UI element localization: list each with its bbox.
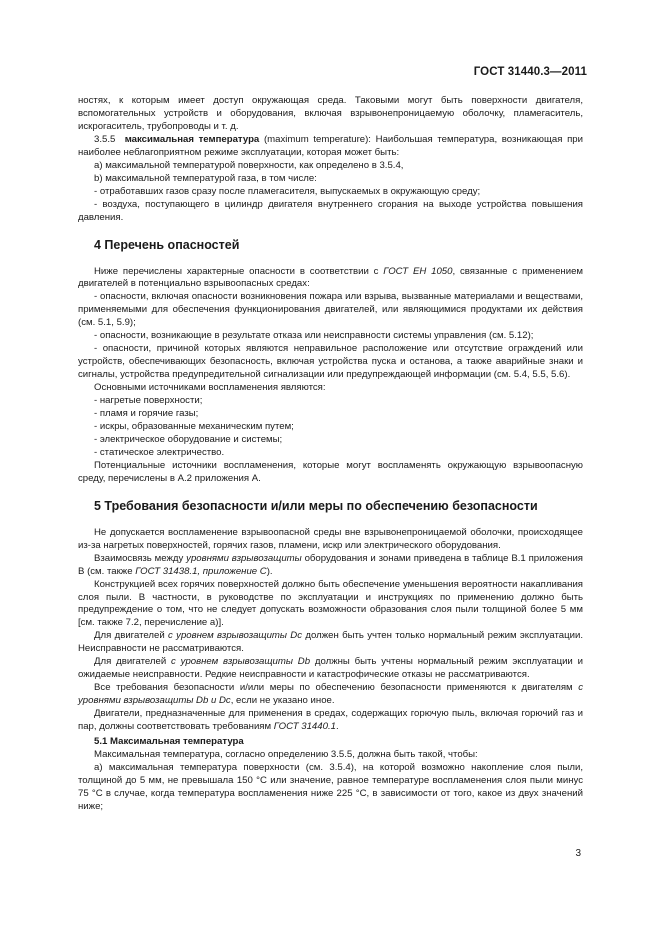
section-5-paragraph: Не допускается воспламенение взрывоопасной среды вне взрывонепроницаемой оболочки, происходящее из-за нагретых поверхностей, горячих газов, пламени, искр или электрического оборудования.	[78, 526, 583, 551]
definition-text: (maximum temperature): Наибольшая температура, возникающая при наиболее неблагоприятном режиме эксплуатации, которая может быть:	[78, 133, 583, 158]
reference-gost-31440-1: ГОСТ 31440.1	[273, 721, 336, 733]
page-content	[78, 95, 583, 814]
ignition-source-item: - статическое электричество.	[94, 446, 225, 458]
definition-item-b: b) максимальной температурой газа, в том числе:	[94, 172, 317, 184]
ignition-sources-intro: Основными источниками воспламенения являются:	[94, 382, 326, 394]
ignition-source-item: - искры, образованные механическим путем;	[94, 420, 294, 432]
ignition-source-item: - электрическое оборудование и системы;	[94, 433, 283, 445]
potential-sources-paragraph: Потенциальные источники воспламенения, которые могут воспламенять окружающую взрывоопасную среду, перечислены в А.2 приложения А.	[78, 459, 583, 484]
hazard-item: - опасности, включая опасности возникновения пожара или взрыва, вызванные материалами и веществами, применяемыми для обеспечения функционирования двигателей, или являющимися продуктами их действия (см. 5.1, 5.9);	[78, 291, 583, 329]
section-5-paragraph: Двигатели, предназначенные для применения в средах, содержащих горючую пыль, включая горючий газ и пар, должны соответствовать требованиям ГОСТ 31440.1.	[78, 708, 583, 733]
definition-number: 3.5.5	[94, 133, 116, 145]
definition-term: максимальная температура	[124, 133, 260, 145]
definition-dash-2: - воздуха, поступающего в цилиндр двигателя внутреннего сгорания на выходе устройства повышения давления.	[78, 198, 583, 223]
reference-gost-31438-1: ГОСТ 31438.1, приложение С	[135, 565, 267, 577]
continuation-paragraph: ностях, к которым имеет доступ окружающая среда. Таковыми могут быть поверхности двигателя, вспомогательных устройств и оборудования, включая взрывонепроницаемую оболочку, пламегаситель, искрогаситель, трубопроводы и т. д.	[78, 95, 583, 132]
section-5-paragraph: Все требования безопасности и/или меры по обеспечению безопасности применяются к двигателям с уровнями взрывозащиты Db и Dc, если не указано иное.	[78, 682, 583, 707]
section-5-paragraph: Конструкцией всех горячих поверхностей должно быть обеспечение уменьшения вероятности накапливания слоя пыли. В частности, в руководстве по эксплуатации и инструкциях по применению должно быть предупреждение о том, что не следует допускать возможности образования слоя пыли толщиной более 5 мм [см. также 7.2, перечисление а)].	[78, 578, 583, 629]
section-4-intro: Ниже перечислены характерные опасности в соответствии с ГОСТ ЕН 1050, связанные с применением двигателей в потенциально взрывоопасных средах:	[78, 265, 584, 290]
page-number: 3	[575, 848, 581, 859]
reference-gost-en-1050: ГОСТ ЕН 1050	[383, 265, 453, 277]
definition-item-a: a) максимальной температурой поверхности, как определено в 3.5.4,	[94, 159, 404, 171]
definition-3-5-5	[78, 134, 583, 160]
subsection-5-1-paragraph: Максимальная температура, согласно определению 3.5.5, должна быть такой, чтобы:	[94, 748, 478, 760]
subsection-5-1-title: 5.1 Максимальная температура	[94, 735, 244, 747]
section-5-paragraph: Для двигателей с уровнем взрывозащиты Dc должен быть учтен только нормальный режим эксплуатации. Неисправности не рассматриваются.	[78, 630, 584, 655]
section-5-paragraph: Взаимосвязь между уровнями взрывозащиты оборудования и зонами приведена в таблице В.1 приложения В (см. также ГОСТ 31438.1, приложение С).	[78, 552, 583, 577]
section-4-title: 4 Перечень опасностей	[94, 237, 240, 252]
ignition-source-item: - пламя и горячие газы;	[94, 408, 199, 420]
hazard-item: - опасности, причиной которых являются неправильное расположение или отсутствие ограждений или устройств, обеспечивающих безопасность, включая устройства пуска и останова, а также аварийные знаки и сигналы, устройства предупредительной сигнализации или предупреждающей информации (см. 5.4, 5.5, 5.6).	[78, 343, 583, 381]
section-5-paragraph: Для двигателей с уровнем взрывозащиты Db должны быть учтены нормальный режим эксплуатации и ожидаемые неисправности. Редкие неисправности и катастрофические отказы не рассматриваются.	[78, 656, 583, 681]
hazard-item: - опасности, возникающие в результате отказа или неисправности системы управления (см. 5.12);	[94, 330, 534, 342]
definition-dash-1: - отработавших газов сразу после пламегасителя, выпускаемых в окружающую среду;	[94, 185, 481, 197]
ignition-source-item: - нагретые поверхности;	[94, 395, 203, 407]
document-code-header: ГОСТ 31440.3—2011	[473, 66, 587, 78]
section-5-title: 5 Требования безопасности и/или меры по обеспечению безопасности	[94, 498, 538, 513]
subsection-5-1-item-a: а) максимальная температура поверхности (см. 3.5.4), на которой возможно накопление слоя пыли, толщиной до 5 мм, не превышала 150 °С или значение, равное температуре воспламенения слоя пыли минус 75 °С в случае, когда температура воспламенения ниже 225 °С, в зависимости от того, какое из двух значений ниже;	[78, 761, 583, 812]
